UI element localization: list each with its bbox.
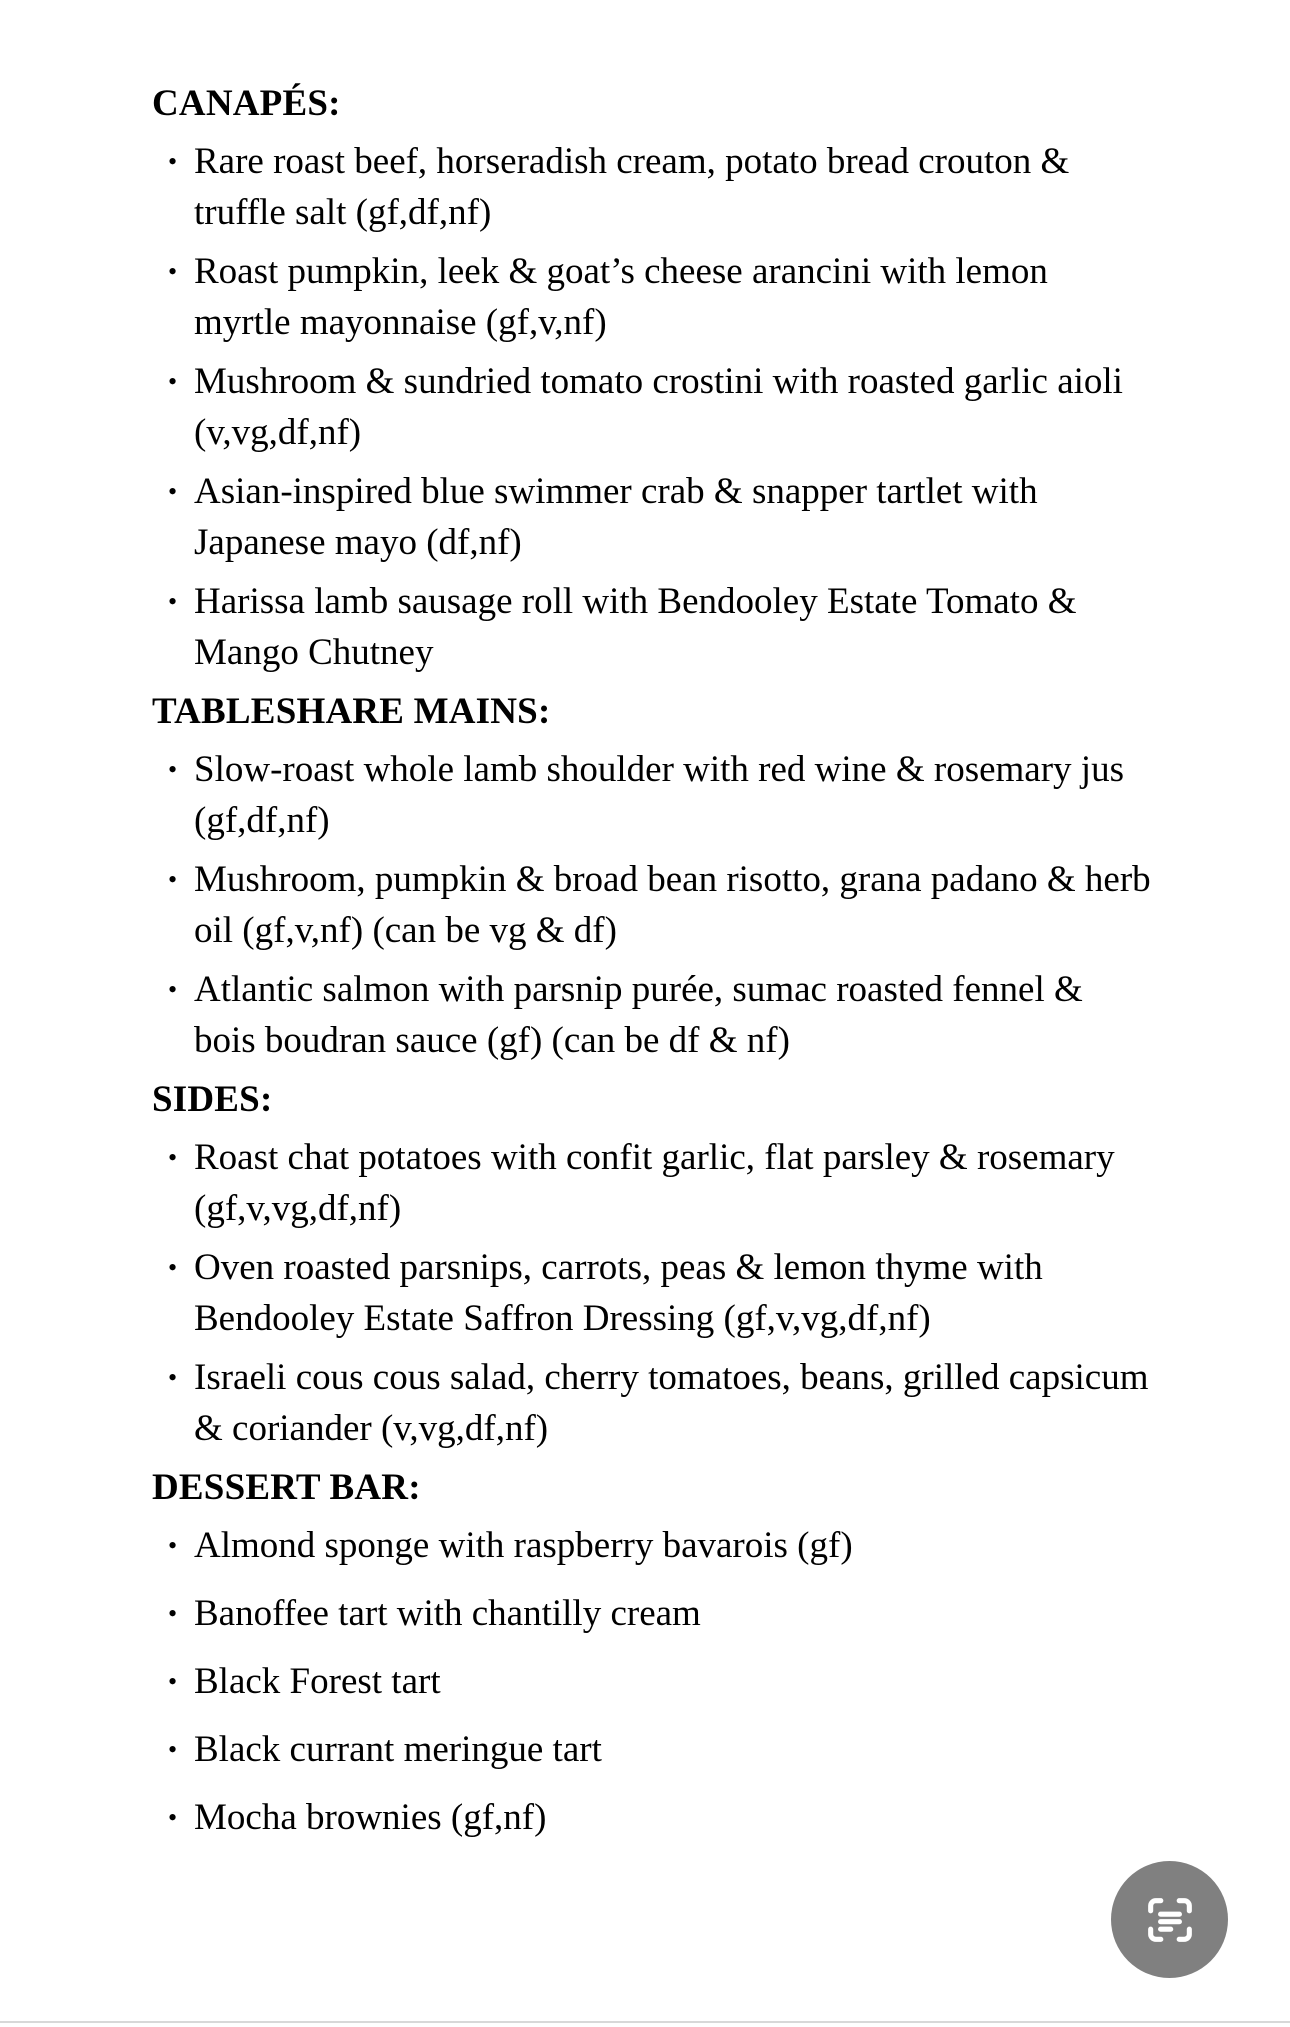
menu-item — [152, 1242, 1152, 1344]
bullet-icon: • — [168, 1599, 178, 1628]
section-heading-canapes: CANAPÉS: — [152, 83, 341, 124]
bottom-divider — [0, 2021, 1290, 2023]
bullet-icon: • — [168, 1253, 178, 1282]
bullet-icon: • — [168, 1667, 178, 1696]
menu-section-canapes — [152, 78, 1152, 678]
menu-section-tableshare-mains — [152, 686, 1152, 1066]
menu-item-text: Israeli cous cous salad, cherry tomatoes, beans, grilled capsicum & coriander (v,vg,df,nf) — [194, 1357, 1149, 1449]
menu-item — [152, 136, 1152, 238]
menu-item — [152, 576, 1152, 678]
menu-item — [152, 744, 1152, 846]
menu-item-text: Black Forest tart — [194, 1661, 441, 1702]
bullet-icon: • — [168, 755, 178, 784]
section-heading-tableshare-mains: TABLESHARE MAINS: — [152, 691, 551, 732]
menu-item-text: Asian-inspired blue swimmer crab & snapper tartlet with Japanese mayo (df,nf) — [194, 471, 1038, 563]
menu-item — [152, 1520, 1152, 1571]
menu-item-text: Roast chat potatoes with confit garlic, flat parsley & rosemary (gf,v,vg,df,nf) — [194, 1137, 1115, 1229]
bullet-icon: • — [168, 1531, 178, 1560]
menu-item — [152, 1724, 1152, 1775]
scan-text-fab[interactable] — [1111, 1861, 1228, 1978]
bullet-icon: • — [168, 147, 178, 176]
menu-item-list-dessert-bar — [152, 1520, 1152, 1843]
menu-item — [152, 1352, 1152, 1454]
menu-item-text: Mocha brownies (gf,nf) — [194, 1797, 547, 1838]
menu-item-text: Atlantic salmon with parsnip purée, sumac roasted fennel & bois boudran sauce (gf) (can be df & nf) — [194, 969, 1083, 1061]
menu-item — [152, 466, 1152, 568]
menu-item — [152, 1792, 1152, 1843]
bullet-icon: • — [168, 1735, 178, 1764]
bullet-icon: • — [168, 1143, 178, 1172]
menu-item — [152, 1588, 1152, 1639]
menu-item-text: Banoffee tart with chantilly cream — [194, 1593, 701, 1634]
menu-content — [152, 78, 1152, 1860]
menu-item-text: Oven roasted parsnips, carrots, peas & lemon thyme with Bendooley Estate Saffron Dressing (gf,v,vg,df,nf) — [194, 1247, 1043, 1339]
menu-item — [152, 1656, 1152, 1707]
menu-item-text: Rare roast beef, horseradish cream, potato bread crouton & truffle salt (gf,df,nf) — [194, 141, 1070, 233]
menu-item — [152, 1132, 1152, 1234]
menu-item-list-canapes — [152, 136, 1152, 678]
menu-item-list-tableshare-mains — [152, 744, 1152, 1066]
bullet-icon: • — [168, 587, 178, 616]
menu-item-text: Mushroom, pumpkin & broad bean risotto, grana padano & herb oil (gf,v,nf) (can be vg & df) — [194, 859, 1151, 951]
menu-item-text: Mushroom & sundried tomato crostini with roasted garlic aioli (v,vg,df,nf) — [194, 361, 1123, 453]
scan-text-icon — [1141, 1891, 1199, 1949]
bullet-icon: • — [168, 367, 178, 396]
menu-section-dessert-bar — [152, 1462, 1152, 1843]
bullet-icon: • — [168, 975, 178, 1004]
menu-item-list-sides — [152, 1132, 1152, 1454]
menu-item-text: Harissa lamb sausage roll with Bendooley Estate Tomato & Mango Chutney — [194, 581, 1077, 673]
section-heading-dessert-bar: DESSERT BAR: — [152, 1467, 421, 1508]
menu-item — [152, 356, 1152, 458]
bullet-icon: • — [168, 257, 178, 286]
menu-item-text: Slow-roast whole lamb shoulder with red wine & rosemary jus (gf,df,nf) — [194, 749, 1124, 841]
section-heading-sides: SIDES: — [152, 1079, 273, 1120]
menu-item — [152, 964, 1152, 1066]
menu-item-text: Black currant meringue tart — [194, 1729, 602, 1770]
menu-item — [152, 854, 1152, 956]
menu-item — [152, 246, 1152, 348]
menu-section-sides — [152, 1074, 1152, 1454]
bullet-icon: • — [168, 477, 178, 506]
bullet-icon: • — [168, 865, 178, 894]
bullet-icon: • — [168, 1363, 178, 1392]
menu-item-text: Roast pumpkin, leek & goat’s cheese arancini with lemon myrtle mayonnaise (gf,v,nf) — [194, 251, 1048, 343]
menu-item-text: Almond sponge with raspberry bavarois (gf) — [194, 1525, 853, 1566]
bullet-icon: • — [168, 1803, 178, 1832]
